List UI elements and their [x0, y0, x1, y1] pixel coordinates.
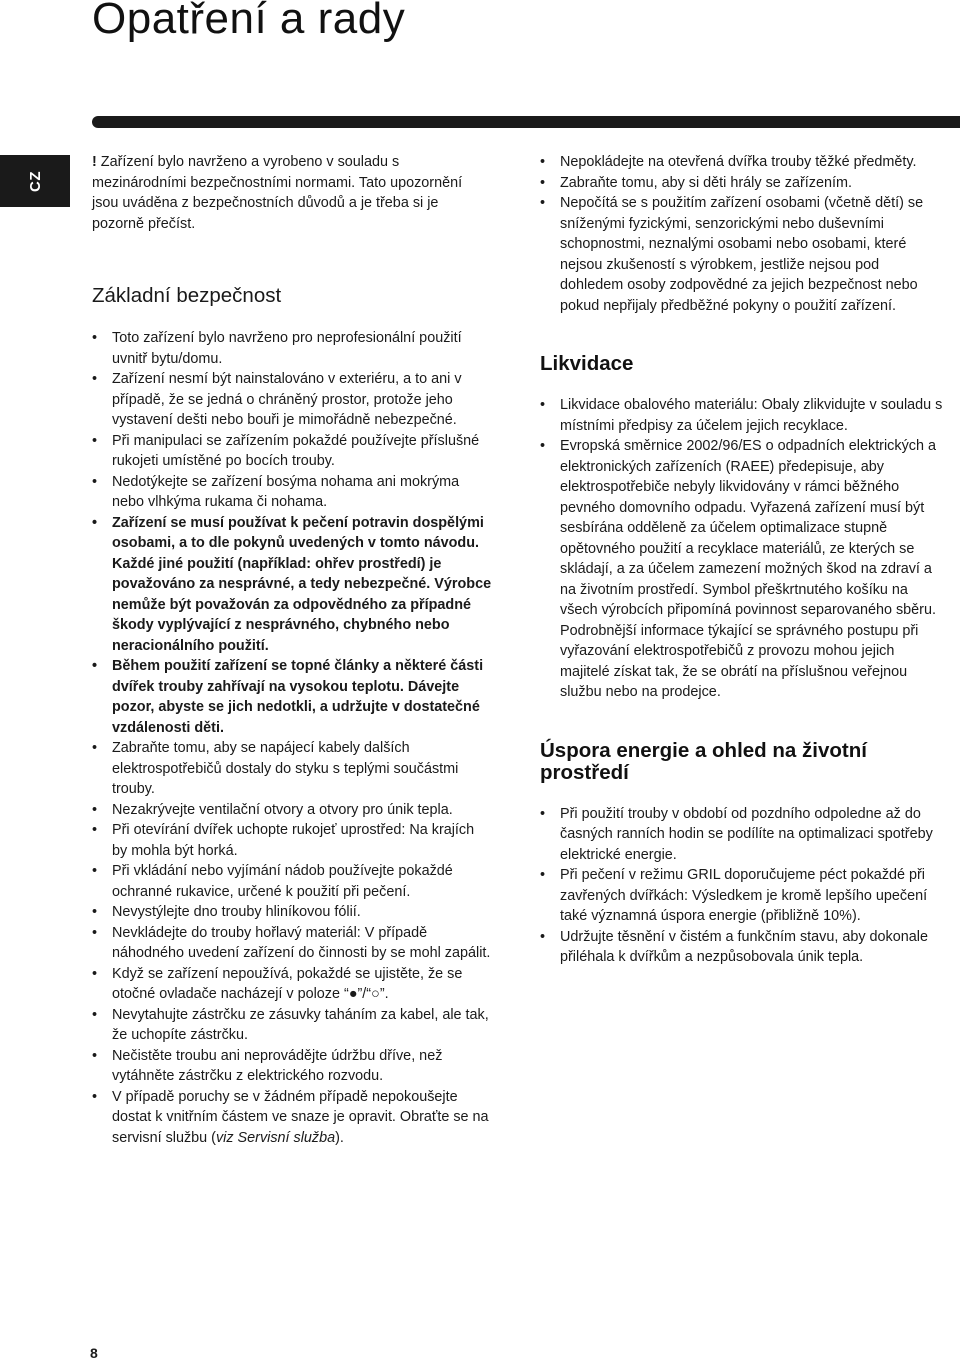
heading-energy-saving: Úspora energie a ohled na životní prostředí: [540, 738, 867, 784]
safety-list-continued: [540, 152, 945, 316]
service-text: V případě poruchy se v žádném případě nepokoušejte dostat k vnitřním částem ve snaze je opravit. Obraťte se na servisní službu (: [112, 1088, 489, 1146]
list-item: • Zabraňte tomu, aby se napájecí kabely dalších elektrospotřebičů dostaly do styku s teplými součástmi trouby.: [92, 738, 492, 800]
knob-off-outline-icon: ○: [371, 986, 380, 1002]
list-item: • Evropská směrnice 2002/96/ES o odpadních elektrických a elektronických zařízeních (RAEE) předepisuje, aby elektrospotřebiče nebyly likvidovány v rámci běžného pevného domovního odpadu. Vyřazená zařízení musí být sesbírána odděleně za účelem optimalizace stupně opětovného použití a recyklace materiálů, ze kterých se skládají, a za účelem zamezení možných škod na zdraví a na životním prostředí. Symbol přeškrtnutého košíku na všech výrobcích připomíná povinnost separovaného sběru. Podrobnější informace týkající se správného postupu při vyřazování elektrospotřebičů z provozu mohou jejich majitelé získat tak, že se obrátí na příslušnou veřejnou službu nebo na prodejce.: [540, 436, 945, 703]
knob-text-after: ”.: [379, 986, 389, 1002]
title-rule: [92, 116, 960, 128]
list-item: • Udržujte těsnění v čistém a funkčním stavu, aby dokonale přiléhala k dvířkům a nezpůsobovala únik tepla.: [540, 927, 945, 968]
intro-text: Zařízení bylo navrženo a vyrobeno v souladu s mezinárodními bezpečnostními normami. Tato upozornění jsou uváděna z bezpečnostních důvodů a je třeba si je pozorně přečíst.: [92, 154, 463, 232]
list-item: • Při pečení v režimu GRIL doporučujeme péct pokaždé při zavřených dvířkách: Výsledkem je kromě lepšího upečení také významná úspora energie (přibližně 10%).: [540, 865, 945, 927]
page-number: 8: [90, 1345, 98, 1361]
list-item: • Nevytahujte zástrčku ze zásuvky taháním za kabel, ale tak, že uchopíte zástrčku.: [92, 1005, 492, 1046]
left-column: [92, 152, 492, 1148]
list-item: • Nepočítá se s použitím zařízení osobami (včetně dětí) se sníženými fyzickými, senzorickými nebo duševními schopnostmi, neznalými osobami nebo osobami, které nejsou zkušeností s výrobkem, jestliže nejsou pod dohledem osoby zodpovědné za jejich bezpečnost nebo pokud nepřijaly předběžné pokyny o použití zařízení.: [540, 193, 945, 316]
list-item: • Nevkládejte do trouby hořlavý materiál: V případě náhodného uvedení zařízení do činnosti by se mohl zapálit.: [92, 923, 492, 964]
list-item: • Nezakrývejte ventilační otvory a otvory pro únik tepla.: [92, 800, 492, 821]
knob-text-mid: ”/“: [357, 986, 372, 1002]
list-item: • Nevystýlejte dno trouby hliníkovou fólií.: [92, 902, 492, 923]
list-item: • Likvidace obalového materiálu: Obaly zlikvidujte v souladu s místními předpisy za účelem jejich recyklace.: [540, 395, 945, 436]
intro-paragraph: [92, 152, 492, 234]
list-item: • Při použití trouby v období od pozdního odpoledne až do časných ranních hodin se podílíte na optimalizaci spotřeby elektrické energie.: [540, 804, 945, 866]
list-item: • Nepokládejte na otevřená dvířka trouby těžké předměty.: [540, 152, 945, 173]
warning-mark: !: [92, 154, 97, 170]
list-item: • Zařízení nesmí být nainstalováno v exteriéru, a to ani v případě, že se jedná o chráněný prostor, protože jeho vystavení dešti nebo bouři je mimořádně nebezpečné.: [92, 369, 492, 431]
list-item: • Při otevírání dvířek uchopte rukojeť uprostřed: Na krajích by mohla být horká.: [92, 820, 492, 861]
service-end: ).: [335, 1129, 344, 1146]
safety-list: [92, 328, 492, 1148]
list-item: • Zařízení se musí používat k pečení potravin dospělými osobami, a to dle pokynů uvedených v tomto návodu. Každé jiné použití (například: ohřev prostředí) je považováno za nesprávné, a tedy nebezpečné. Výrobce nemůže být považován za odpovědného za případné škody vyplývající z nesprávného, chybného nebo neracionálního použití.: [92, 513, 492, 657]
list-item: • Nedotýkejte se zařízení bosýma nohama ani mokrýma nebo vlhkýma rukama či nohama.: [92, 472, 492, 513]
page-title: Opatření a rady: [92, 0, 406, 43]
list-item: • Při manipulaci se zařízením pokaždé používejte příslušné rukojeti umístěné po bocích trouby.: [92, 431, 492, 472]
list-item: • Toto zařízení bylo navrženo pro neprofesionální použití uvnitř bytu/domu.: [92, 328, 492, 369]
disposal-list: [540, 395, 945, 703]
heading-basic-safety: Základní bezpečnost: [92, 284, 282, 307]
list-item: • Nečistěte troubu ani neprovádějte údržbu dříve, než vytáhněte zástrčku z elektrického rozvodu.: [92, 1046, 492, 1087]
knob-text-before: Když se zařízení nepoužívá, pokaždé se ujistěte, že se otočné ovladače nacházejí v poloze “: [112, 965, 463, 1002]
language-tab-label: CZ: [26, 170, 44, 192]
energy-list: [540, 804, 945, 968]
list-item: • Při vkládání nebo vyjímání nádob používejte pokaždé ochranné rukavice, určené k použití při pečení.: [92, 861, 492, 902]
list-item-service: [92, 1087, 492, 1149]
right-column: [540, 152, 945, 968]
heading-disposal: Likvidace: [540, 352, 634, 375]
list-item-knob-position: [92, 964, 492, 1005]
language-tab: [0, 155, 70, 207]
list-item: • Zabraňte tomu, aby si děti hrály se zařízením.: [540, 173, 945, 194]
service-reference: viz Servisní služba: [215, 1129, 336, 1146]
list-item: • Během použití zařízení se topné články a některé části dvířek trouby zahřívají na vysokou teplotu. Dávejte pozor, abyste se jich nedotkli, a udržujte v dostatečné vzdálenosti děti.: [92, 656, 492, 738]
knob-off-filled-icon: ●: [348, 986, 358, 1002]
